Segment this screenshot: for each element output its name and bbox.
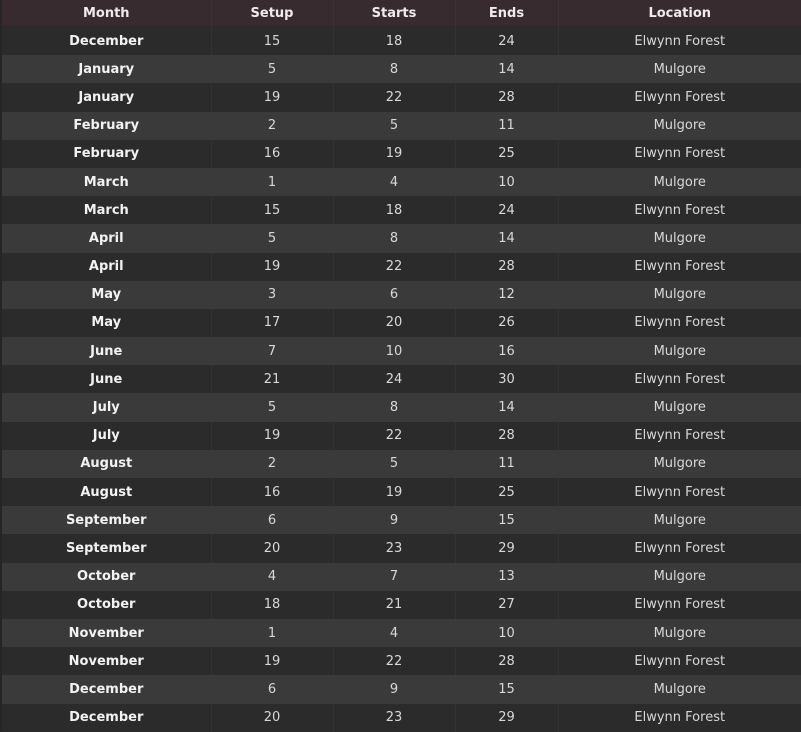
- table-row[interactable]: [2, 309, 801, 337]
- cell-ends: 29: [455, 704, 558, 732]
- cell-ends: 28: [455, 647, 558, 675]
- cell-month: December: [2, 704, 211, 732]
- cell-ends: 26: [455, 309, 558, 337]
- cell-month: January: [2, 83, 211, 111]
- cell-starts: 23: [333, 534, 455, 562]
- cell-starts: 22: [333, 422, 455, 450]
- cell-month: October: [77, 569, 136, 585]
- cell-setup: 5: [267, 61, 277, 77]
- cell-location: Mulgore: [653, 343, 706, 359]
- cell-month: December: [69, 681, 144, 697]
- cell-location: Mulgore: [653, 681, 706, 697]
- cell-location: Elwynn Forest: [634, 33, 726, 49]
- table-row[interactable]: [2, 168, 801, 196]
- cell-starts: 6: [389, 287, 399, 303]
- cell-setup: 18: [211, 591, 333, 619]
- cell-month: May: [2, 309, 211, 337]
- cell-starts: 8: [389, 400, 399, 416]
- cell-setup: 19: [211, 83, 333, 111]
- cell-ends: 15: [498, 681, 515, 697]
- cell-location: Elwynn Forest: [634, 146, 726, 162]
- cell-setup: 7: [267, 343, 277, 359]
- column-header-setup[interactable]: Setup: [211, 0, 333, 27]
- table-row[interactable]: [2, 422, 801, 450]
- cell-ends: 10: [498, 174, 515, 190]
- table-row[interactable]: [2, 393, 801, 421]
- table-row[interactable]: [2, 647, 801, 675]
- cell-month: May: [91, 287, 122, 303]
- cell-ends: 14: [498, 400, 515, 416]
- cell-starts: 4: [389, 625, 399, 641]
- cell-starts: 5: [389, 456, 399, 472]
- cell-location: Mulgore: [653, 174, 706, 190]
- cell-ends: 24: [455, 27, 558, 56]
- table-row[interactable]: [2, 55, 801, 83]
- cell-setup: 6: [267, 512, 277, 528]
- cell-starts: 22: [333, 253, 455, 281]
- table-row[interactable]: [2, 704, 801, 732]
- cell-setup: 5: [267, 400, 277, 416]
- cell-month: September: [2, 534, 211, 562]
- cell-setup: 19: [211, 253, 333, 281]
- cell-setup: 1: [267, 625, 277, 641]
- table-row[interactable]: [2, 534, 801, 562]
- cell-month: July: [92, 400, 120, 416]
- cell-ends: 25: [455, 140, 558, 168]
- cell-location: Elwynn Forest: [634, 653, 726, 669]
- cell-ends: 30: [455, 365, 558, 393]
- cell-month: November: [68, 625, 144, 641]
- cell-setup: 15: [211, 196, 333, 224]
- cell-starts: 19: [333, 478, 455, 506]
- cell-ends: 27: [455, 591, 558, 619]
- cell-setup: 21: [211, 365, 333, 393]
- cell-month: April: [2, 253, 211, 281]
- column-header-starts[interactable]: Starts: [333, 0, 455, 27]
- cell-location: Elwynn Forest: [634, 89, 726, 105]
- cell-month: July: [2, 422, 211, 450]
- column-header-month[interactable]: Month: [2, 0, 211, 27]
- cell-starts: 18: [333, 196, 455, 224]
- cell-setup: 15: [211, 27, 333, 56]
- cell-location: Elwynn Forest: [634, 597, 726, 613]
- cell-location: Elwynn Forest: [634, 315, 726, 331]
- cell-starts: 8: [389, 61, 399, 77]
- cell-ends: 28: [455, 83, 558, 111]
- cell-location: Elwynn Forest: [634, 202, 726, 218]
- table-row[interactable]: [2, 112, 801, 140]
- cell-setup: 17: [211, 309, 333, 337]
- cell-month: November: [2, 647, 211, 675]
- cell-month: March: [83, 174, 129, 190]
- cell-starts: 4: [389, 174, 399, 190]
- cell-month: December: [2, 27, 211, 56]
- cell-starts: 9: [389, 681, 399, 697]
- table-row[interactable]: [2, 563, 801, 591]
- table-row[interactable]: [2, 281, 801, 309]
- cell-location: Mulgore: [653, 118, 706, 134]
- cell-month: October: [2, 591, 211, 619]
- cell-month: August: [2, 478, 211, 506]
- cell-ends: 13: [498, 569, 515, 585]
- table-row[interactable]: [2, 253, 801, 281]
- cell-month: February: [73, 118, 140, 134]
- cell-ends: 24: [455, 196, 558, 224]
- table-row[interactable]: [2, 365, 801, 393]
- cell-starts: 22: [333, 83, 455, 111]
- cell-starts: 20: [333, 309, 455, 337]
- cell-month: June: [90, 343, 123, 359]
- cell-setup: 16: [211, 478, 333, 506]
- table-row[interactable]: [2, 337, 801, 365]
- cell-starts: 24: [333, 365, 455, 393]
- table-row[interactable]: [2, 591, 801, 619]
- cell-location: Mulgore: [653, 287, 706, 303]
- cell-setup: 6: [267, 681, 277, 697]
- cell-ends: 28: [455, 422, 558, 450]
- cell-setup: 20: [211, 704, 333, 732]
- cell-ends: 11: [498, 456, 515, 472]
- table-header-row: [2, 0, 801, 27]
- cell-ends: 12: [498, 287, 515, 303]
- cell-location: Mulgore: [653, 400, 706, 416]
- cell-month: February: [2, 140, 211, 168]
- cell-ends: 29: [455, 534, 558, 562]
- cell-setup: 20: [211, 534, 333, 562]
- cell-location: Elwynn Forest: [634, 371, 726, 387]
- table-row[interactable]: [2, 478, 801, 506]
- cell-location: Mulgore: [653, 569, 706, 585]
- cell-month: August: [80, 456, 133, 472]
- cell-location: Mulgore: [653, 61, 706, 77]
- cell-starts: 10: [385, 343, 403, 359]
- cell-ends: 25: [455, 478, 558, 506]
- table-row[interactable]: [2, 675, 801, 703]
- table-row[interactable]: [2, 83, 801, 111]
- cell-ends: 15: [498, 512, 515, 528]
- cell-location: Elwynn Forest: [634, 259, 726, 275]
- cell-location: Elwynn Forest: [634, 484, 726, 500]
- table-body: [2, 27, 801, 732]
- cell-ends: 11: [498, 118, 515, 134]
- table-row[interactable]: [2, 140, 801, 168]
- cell-starts: 23: [333, 704, 455, 732]
- column-header-location[interactable]: Location: [558, 0, 801, 27]
- cell-month: April: [88, 230, 124, 246]
- cell-starts: 22: [333, 647, 455, 675]
- schedule-table: [2, 0, 801, 732]
- cell-location: Mulgore: [653, 230, 706, 246]
- cell-location: Mulgore: [653, 512, 706, 528]
- cell-month: September: [65, 512, 147, 528]
- cell-location: Elwynn Forest: [634, 428, 726, 444]
- cell-setup: 19: [211, 422, 333, 450]
- table-row[interactable]: [2, 450, 801, 478]
- cell-starts: 5: [389, 118, 399, 134]
- cell-setup: 5: [267, 230, 277, 246]
- table-row[interactable]: [2, 224, 801, 252]
- cell-starts: 18: [333, 27, 455, 56]
- cell-starts: 21: [333, 591, 455, 619]
- cell-starts: 19: [333, 140, 455, 168]
- cell-setup: 1: [267, 174, 277, 190]
- table-row[interactable]: [2, 619, 801, 647]
- cell-ends: 14: [498, 61, 515, 77]
- cell-location: Elwynn Forest: [634, 710, 726, 726]
- table-row[interactable]: [2, 506, 801, 534]
- table-row[interactable]: [2, 27, 801, 56]
- table-row[interactable]: [2, 196, 801, 224]
- cell-starts: 9: [389, 512, 399, 528]
- cell-location: Elwynn Forest: [634, 540, 726, 556]
- cell-setup: 2: [267, 456, 277, 472]
- cell-ends: 14: [498, 230, 515, 246]
- cell-month: June: [2, 365, 211, 393]
- cell-location: Mulgore: [653, 625, 706, 641]
- cell-month: March: [2, 196, 211, 224]
- cell-month: January: [78, 61, 135, 77]
- cell-ends: 28: [455, 253, 558, 281]
- cell-setup: 4: [267, 569, 277, 585]
- cell-setup: 19: [211, 647, 333, 675]
- cell-starts: 7: [389, 569, 399, 585]
- column-header-ends[interactable]: Ends: [455, 0, 558, 27]
- cell-location: Mulgore: [653, 456, 706, 472]
- cell-starts: 8: [389, 230, 399, 246]
- cell-setup: 3: [267, 287, 277, 303]
- cell-ends: 16: [498, 343, 515, 359]
- cell-setup: 2: [267, 118, 277, 134]
- cell-setup: 16: [211, 140, 333, 168]
- cell-ends: 10: [498, 625, 515, 641]
